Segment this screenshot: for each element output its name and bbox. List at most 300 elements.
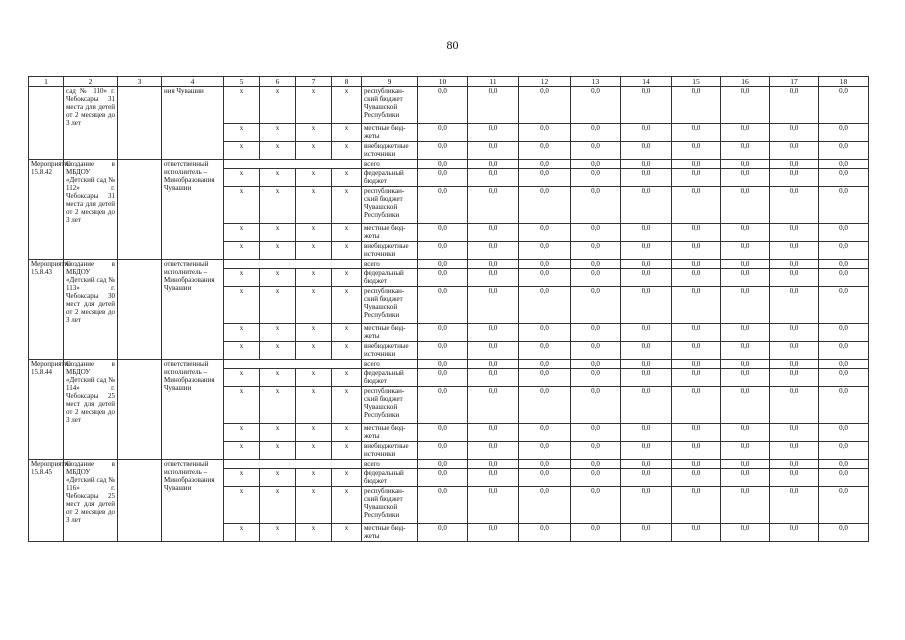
budget-value: 0,0 [672, 524, 721, 542]
budget-value: 0,0 [571, 424, 621, 442]
budget-value: 0,0 [571, 487, 621, 524]
x-mark: x [332, 442, 362, 460]
budget-value: 0,0 [721, 487, 770, 524]
column-number: 17 [770, 77, 819, 87]
budget-value: 0,0 [519, 242, 571, 260]
budget-value: 0,0 [672, 224, 721, 242]
budget-value: 0,0 [770, 160, 819, 169]
funding-source: республикан-ский бюджет Чувашской Республики [362, 487, 418, 524]
budget-value: 0,0 [519, 469, 571, 487]
x-mark: x [332, 224, 362, 242]
budget-value: 0,0 [770, 360, 819, 369]
x-mark: x [260, 387, 296, 424]
budget-value: 0,0 [672, 324, 721, 342]
budget-value: 0,0 [819, 487, 869, 524]
budget-value: 0,0 [621, 142, 672, 160]
x-mark: x [332, 524, 362, 542]
budget-value: 0,0 [468, 342, 519, 360]
budget-value: 0,0 [770, 369, 819, 387]
budget-value: 0,0 [519, 169, 571, 187]
budget-value: 0,0 [571, 460, 621, 469]
budget-value: 0,0 [721, 460, 770, 469]
x-mark: x [332, 169, 362, 187]
x-mark: x [296, 342, 332, 360]
budget-value: 0,0 [721, 342, 770, 360]
table-row [29, 160, 869, 169]
budget-value: 0,0 [519, 224, 571, 242]
budget-value: 0,0 [571, 87, 621, 124]
budget-value: 0,0 [721, 269, 770, 287]
budget-value: 0,0 [672, 360, 721, 369]
x-mark: x [224, 142, 260, 160]
column-number: 9 [362, 77, 418, 87]
budget-value: 0,0 [571, 260, 621, 269]
budget-value: 0,0 [672, 369, 721, 387]
budget-value: 0,0 [468, 169, 519, 187]
budget-value: 0,0 [819, 242, 869, 260]
budget-value: 0,0 [571, 287, 621, 324]
funding-source: федеральный бюджет [362, 269, 418, 287]
budget-value: 0,0 [621, 487, 672, 524]
budget-value: 0,0 [721, 324, 770, 342]
column-number: 16 [721, 77, 770, 87]
budget-value: 0,0 [819, 169, 869, 187]
budget-value: 0,0 [721, 160, 770, 169]
budget-value: 0,0 [468, 487, 519, 524]
column-number: 8 [332, 77, 362, 87]
budget-value: 0,0 [519, 142, 571, 160]
budget-value: 0,0 [621, 269, 672, 287]
budget-value: 0,0 [770, 187, 819, 224]
budget-value: 0,0 [770, 287, 819, 324]
budget-value: 0,0 [672, 87, 721, 124]
budget-value: 0,0 [519, 342, 571, 360]
budget-value: 0,0 [621, 160, 672, 169]
budget-value: 0,0 [519, 424, 571, 442]
budget-value: 0,0 [770, 224, 819, 242]
budget-value: 0,0 [519, 160, 571, 169]
budget-value: 0,0 [770, 142, 819, 160]
funding-source: федеральный бюджет [362, 369, 418, 387]
budget-value: 0,0 [672, 160, 721, 169]
budget-value: 0,0 [418, 442, 468, 460]
budget-value: 0,0 [519, 442, 571, 460]
column-number: 10 [418, 77, 468, 87]
budget-value: 0,0 [418, 524, 468, 542]
event-name: Создание в МБДОУ «Детский сад № 112» г. Чебоксары 31 места для детей от 2 месяцев до 3 лет [64, 160, 118, 260]
budget-value: 0,0 [770, 242, 819, 260]
budget-value: 0,0 [672, 342, 721, 360]
budget-value: 0,0 [621, 387, 672, 424]
x-mark: x [332, 424, 362, 442]
budget-value: 0,0 [571, 524, 621, 542]
budget-value: 0,0 [819, 269, 869, 287]
x-mark: x [296, 269, 332, 287]
funding-source: всего [362, 260, 418, 269]
budget-value: 0,0 [571, 242, 621, 260]
event-number: Мероприятие 15.8.44 [29, 360, 64, 460]
budget-value: 0,0 [468, 187, 519, 224]
x-mark: x [296, 287, 332, 324]
budget-value: 0,0 [770, 460, 819, 469]
x-mark: x [260, 224, 296, 242]
budget-value: 0,0 [770, 324, 819, 342]
budget-value: 0,0 [621, 460, 672, 469]
event-number: Мероприятие 15.8.45 [29, 460, 64, 542]
empty-cell [118, 87, 162, 160]
budget-value: 0,0 [721, 287, 770, 324]
budget-value: 0,0 [519, 387, 571, 424]
budget-value: 0,0 [721, 387, 770, 424]
budget-value: 0,0 [819, 369, 869, 387]
budget-value: 0,0 [468, 224, 519, 242]
budget-value: 0,0 [721, 260, 770, 269]
x-mark: x [332, 124, 362, 142]
x-mark: x [332, 87, 362, 124]
budget-value: 0,0 [571, 442, 621, 460]
budget-value: 0,0 [571, 342, 621, 360]
budget-value: 0,0 [721, 360, 770, 369]
x-mark: x [260, 87, 296, 124]
budget-value: 0,0 [418, 124, 468, 142]
column-number: 1 [29, 77, 64, 87]
budget-value: 0,0 [721, 87, 770, 124]
x-mark: x [296, 169, 332, 187]
executor: ответственный исполнитель – Минобразования Чувашии [162, 460, 224, 542]
budget-value: 0,0 [418, 424, 468, 442]
budget-value: 0,0 [418, 169, 468, 187]
budget-value: 0,0 [468, 160, 519, 169]
x-mark: x [296, 369, 332, 387]
x-mark: x [296, 124, 332, 142]
budget-value: 0,0 [519, 269, 571, 287]
empty-cell [224, 360, 362, 369]
funding-source: республикан-ский бюджет Чувашской Республики [362, 87, 418, 124]
column-number-row [29, 77, 869, 87]
x-mark: x [332, 287, 362, 324]
budget-value: 0,0 [571, 369, 621, 387]
budget-value: 0,0 [672, 460, 721, 469]
budget-value: 0,0 [519, 487, 571, 524]
column-number: 4 [162, 77, 224, 87]
budget-value: 0,0 [721, 187, 770, 224]
executor: ответственный исполнитель – Минобразования Чувашии [162, 360, 224, 460]
budget-value: 0,0 [819, 387, 869, 424]
budget-value: 0,0 [672, 260, 721, 269]
budget-value: 0,0 [672, 269, 721, 287]
table-row [29, 460, 869, 469]
x-mark: x [260, 142, 296, 160]
budget-value: 0,0 [672, 469, 721, 487]
x-mark: x [260, 287, 296, 324]
budget-table [28, 76, 869, 542]
column-number: 3 [118, 77, 162, 87]
column-number: 12 [519, 77, 571, 87]
budget-value: 0,0 [418, 142, 468, 160]
budget-value: 0,0 [819, 424, 869, 442]
column-number: 2 [64, 77, 118, 87]
x-mark: x [296, 224, 332, 242]
table-row [29, 360, 869, 369]
event-number [29, 87, 64, 160]
column-number: 11 [468, 77, 519, 87]
budget-value: 0,0 [819, 142, 869, 160]
budget-value: 0,0 [468, 469, 519, 487]
budget-value: 0,0 [571, 124, 621, 142]
budget-value: 0,0 [418, 87, 468, 124]
x-mark: x [260, 369, 296, 387]
empty-cell [118, 460, 162, 542]
budget-value: 0,0 [770, 260, 819, 269]
budget-value: 0,0 [418, 387, 468, 424]
budget-value: 0,0 [721, 469, 770, 487]
budget-value: 0,0 [721, 524, 770, 542]
x-mark: x [260, 242, 296, 260]
empty-cell [118, 160, 162, 260]
budget-value: 0,0 [721, 224, 770, 242]
budget-value: 0,0 [468, 142, 519, 160]
empty-cell [118, 260, 162, 360]
budget-value: 0,0 [819, 287, 869, 324]
budget-value: 0,0 [672, 387, 721, 424]
budget-value: 0,0 [418, 342, 468, 360]
budget-value: 0,0 [819, 87, 869, 124]
budget-value: 0,0 [519, 360, 571, 369]
budget-value: 0,0 [819, 469, 869, 487]
budget-value: 0,0 [721, 442, 770, 460]
page-number: 80 [446, 38, 459, 52]
budget-value: 0,0 [770, 87, 819, 124]
column-number: 15 [672, 77, 721, 87]
funding-source: республикан-ский бюджет Чувашской Республики [362, 287, 418, 324]
event-name: Создание в МБДОУ «Детский сад № 116» г. Чебоксары 25 мест для детей от 2 месяцев до 3 лет [64, 460, 118, 542]
column-number: 14 [621, 77, 672, 87]
x-mark: x [296, 424, 332, 442]
budget-value: 0,0 [418, 324, 468, 342]
budget-value: 0,0 [672, 287, 721, 324]
x-mark: x [224, 269, 260, 287]
x-mark: x [296, 242, 332, 260]
budget-value: 0,0 [721, 369, 770, 387]
column-number: 13 [571, 77, 621, 87]
budget-value: 0,0 [468, 387, 519, 424]
budget-value: 0,0 [770, 169, 819, 187]
x-mark: x [224, 342, 260, 360]
budget-value: 0,0 [770, 342, 819, 360]
event-name: Создание в МБДОУ «Детский сад № 113» г. Чебоксары 30 мест для детей от 2 месяцев до 3 лет [64, 260, 118, 360]
x-mark: x [332, 387, 362, 424]
funding-source: местные бюд-жеты [362, 224, 418, 242]
x-mark: x [224, 324, 260, 342]
x-mark: x [260, 524, 296, 542]
budget-value: 0,0 [672, 187, 721, 224]
budget-value: 0,0 [468, 124, 519, 142]
budget-value: 0,0 [819, 187, 869, 224]
budget-value: 0,0 [468, 524, 519, 542]
executor: ния Чувашии [162, 87, 224, 160]
funding-source: внебюджетные источники [362, 342, 418, 360]
empty-cell [224, 260, 362, 269]
budget-value: 0,0 [519, 524, 571, 542]
budget-value: 0,0 [621, 424, 672, 442]
budget-value: 0,0 [672, 442, 721, 460]
funding-source: всего [362, 360, 418, 369]
x-mark: x [260, 269, 296, 287]
x-mark: x [332, 324, 362, 342]
x-mark: x [296, 524, 332, 542]
x-mark: x [260, 487, 296, 524]
budget-value: 0,0 [819, 160, 869, 169]
budget-value: 0,0 [418, 460, 468, 469]
budget-value: 0,0 [770, 524, 819, 542]
x-mark: x [332, 242, 362, 260]
funding-source: местные бюд-жеты [362, 424, 418, 442]
x-mark: x [260, 424, 296, 442]
x-mark: x [224, 242, 260, 260]
x-mark: x [296, 487, 332, 524]
x-mark: x [296, 442, 332, 460]
x-mark: x [224, 442, 260, 460]
empty-cell [224, 160, 362, 169]
budget-value: 0,0 [721, 142, 770, 160]
budget-value: 0,0 [418, 187, 468, 224]
executor: ответственный исполнитель – Минобразования Чувашии [162, 260, 224, 360]
empty-cell [118, 360, 162, 460]
budget-value: 0,0 [418, 260, 468, 269]
budget-value: 0,0 [571, 187, 621, 224]
x-mark: x [332, 187, 362, 224]
x-mark: x [224, 124, 260, 142]
x-mark: x [260, 169, 296, 187]
x-mark: x [224, 87, 260, 124]
empty-cell [224, 460, 362, 469]
x-mark: x [332, 269, 362, 287]
x-mark: x [224, 287, 260, 324]
budget-value: 0,0 [519, 287, 571, 324]
budget-value: 0,0 [519, 87, 571, 124]
event-number: Мероприятие 15.8.42 [29, 160, 64, 260]
x-mark: x [260, 442, 296, 460]
x-mark: x [296, 187, 332, 224]
event-name: сад № 110» г. Чебоксары 31 места для детей от 2 месяцев до 3 лет [64, 87, 118, 160]
funding-source: федеральный бюджет [362, 469, 418, 487]
budget-value: 0,0 [770, 469, 819, 487]
x-mark: x [296, 324, 332, 342]
budget-value: 0,0 [672, 169, 721, 187]
x-mark: x [296, 469, 332, 487]
budget-value: 0,0 [721, 242, 770, 260]
budget-value: 0,0 [571, 160, 621, 169]
funding-source: местные бюд-жеты [362, 324, 418, 342]
x-mark: x [224, 369, 260, 387]
x-mark: x [224, 387, 260, 424]
budget-value: 0,0 [621, 524, 672, 542]
x-mark: x [332, 342, 362, 360]
column-number: 6 [260, 77, 296, 87]
budget-value: 0,0 [468, 424, 519, 442]
budget-value: 0,0 [621, 442, 672, 460]
x-mark: x [260, 469, 296, 487]
table-row [29, 260, 869, 269]
x-mark: x [332, 142, 362, 160]
x-mark: x [332, 487, 362, 524]
budget-value: 0,0 [418, 160, 468, 169]
budget-value: 0,0 [621, 469, 672, 487]
budget-value: 0,0 [468, 360, 519, 369]
x-mark: x [296, 142, 332, 160]
budget-value: 0,0 [519, 187, 571, 224]
funding-source: всего [362, 460, 418, 469]
budget-value: 0,0 [621, 342, 672, 360]
budget-value: 0,0 [571, 269, 621, 287]
budget-value: 0,0 [519, 460, 571, 469]
budget-value: 0,0 [672, 487, 721, 524]
budget-value: 0,0 [819, 124, 869, 142]
event-number: Мероприятие 15.8.43 [29, 260, 64, 360]
budget-value: 0,0 [468, 460, 519, 469]
event-name: Создание в МБДОУ «Детский сад № 114» г. Чебоксары 25 мест для детей от 2 месяцев до 3 лет [64, 360, 118, 460]
x-mark: x [260, 342, 296, 360]
budget-value: 0,0 [672, 142, 721, 160]
funding-source: республикан-ский бюджет Чувашской Республики [362, 187, 418, 224]
budget-value: 0,0 [571, 142, 621, 160]
funding-source: местные бюд-жеты [362, 124, 418, 142]
budget-value: 0,0 [819, 260, 869, 269]
budget-value: 0,0 [819, 324, 869, 342]
budget-value: 0,0 [468, 269, 519, 287]
budget-value: 0,0 [819, 524, 869, 542]
budget-value: 0,0 [468, 442, 519, 460]
budget-value: 0,0 [468, 369, 519, 387]
budget-value: 0,0 [468, 260, 519, 269]
x-mark: x [224, 469, 260, 487]
budget-value: 0,0 [721, 424, 770, 442]
budget-value: 0,0 [519, 124, 571, 142]
column-number: 18 [819, 77, 869, 87]
x-mark: x [260, 124, 296, 142]
budget-value: 0,0 [468, 287, 519, 324]
x-mark: x [260, 187, 296, 224]
x-mark: x [332, 369, 362, 387]
budget-value: 0,0 [418, 369, 468, 387]
x-mark: x [224, 424, 260, 442]
budget-value: 0,0 [468, 324, 519, 342]
budget-value: 0,0 [571, 169, 621, 187]
budget-value: 0,0 [621, 224, 672, 242]
budget-value: 0,0 [519, 260, 571, 269]
budget-value: 0,0 [621, 287, 672, 324]
budget-value: 0,0 [519, 324, 571, 342]
budget-value: 0,0 [571, 324, 621, 342]
table-row [29, 87, 869, 124]
x-mark: x [224, 524, 260, 542]
budget-value: 0,0 [571, 469, 621, 487]
budget-value: 0,0 [621, 187, 672, 224]
column-number: 5 [224, 77, 260, 87]
budget-value: 0,0 [770, 269, 819, 287]
budget-value: 0,0 [621, 169, 672, 187]
budget-value: 0,0 [418, 242, 468, 260]
budget-value: 0,0 [672, 242, 721, 260]
x-mark: x [224, 224, 260, 242]
budget-value: 0,0 [418, 469, 468, 487]
budget-value: 0,0 [770, 442, 819, 460]
budget-value: 0,0 [571, 387, 621, 424]
budget-value: 0,0 [770, 424, 819, 442]
budget-value: 0,0 [571, 224, 621, 242]
budget-value: 0,0 [621, 260, 672, 269]
x-mark: x [296, 387, 332, 424]
